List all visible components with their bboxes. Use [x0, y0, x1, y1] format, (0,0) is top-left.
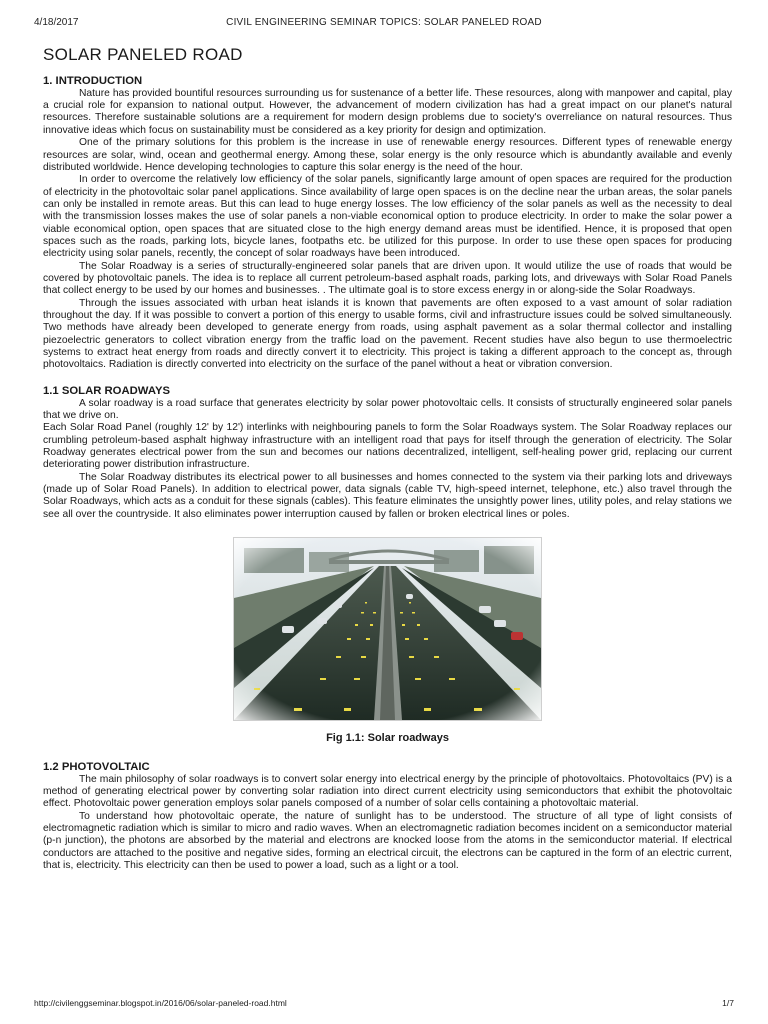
source-url[interactable]: http://civilenggseminar.blogspot.in/2016/06/solar-paneled-road.html: [34, 998, 287, 1008]
section-heading-solar-roadways: 1.1 SOLAR ROADWAYS: [43, 384, 171, 397]
print-date: 4/18/2017: [34, 17, 79, 28]
paragraph: Through the issues associated with urban heat islands it is known that pavements are often exposed to a vast amount of solar radiation throughout the day. If it was possible to convert a portion of this energy to usable forms, civil and infrastructure issues could be solved simultaneously. Two methods have already been developed to generate energy from roads, using asphalt pavement as a solar thermal collector and installing piezoelectric generators to collect vibration energy from the traffic load on the pavement. Recent studies have also begun to use thermoelectric systems to extract heat energy from roads and directly convert it to electricity. This project is taking a different approach to the concept as, through photovoltaics. Radiation is directly converted into electricity on the surface of the panel without a heat or vibration conversion.: [43, 297, 732, 371]
paragraph: Nature has provided bountiful resources surrounding us for sustenance of a better life. These resources, along with manpower and capital, play a crucial role for expansion to national output. However, the advancement of modern civilization has had a great impact on our planet's natural resources. Therefore sustainable solutions are a requirement for modern design problems due to society's overreliance on natural resources. Thus innovative ideas which focus on sustainability must be considered as a key priority for design and optimization.: [43, 87, 732, 136]
paragraph: A solar roadway is a road surface that generates electricity by solar power photovoltaic cells. It consists of structurally engineered solar panels that we drive on.: [43, 397, 732, 421]
page-header: [34, 16, 734, 30]
document-title: SOLAR PANELED ROAD: [43, 45, 243, 64]
print-page-title: CIVIL ENGINEERING SEMINAR TOPICS: SOLAR PANELED ROAD: [226, 17, 542, 28]
paragraph: To understand how photovoltaic operate, the nature of sunlight has to be understood. The structure of all type of light consists of electromagnetic radiation which is similar to micro and radio waves. When an electromagnetic radiation becomes incident on a semiconductor material (p-n junction), the photons are absorbed by the material and electrons are knocked loose from the atoms in the semiconductor material. If electrical conductors are attached to the positive and negative sides, forming an electrical circuit, the electrons can be captured in the form of an electric current, that is, electricity. This electricity can then be used to power a load, such as a light or a tool.: [43, 810, 732, 872]
figure-caption: Fig 1.1: Solar roadways: [326, 731, 449, 744]
paragraph: One of the primary solutions for this problem is the increase in use of renewable energy resources. Different types of renewable energy resources are solar, wind, ocean and geothermal energy. Among these, solar energy is the only resource which is abundantly available and evenly distributed worldwide. Hence developing technologies to capture this solar energy is the need of the hour.: [43, 137, 732, 173]
page-footer: [34, 996, 734, 1010]
section-heading-introduction: 1. INTRODUCTION: [43, 75, 143, 87]
paragraph: The Solar Roadway distributes its electrical power to all businesses and homes connected to the system via their parking lots and driveways (made up of Solar Road Panels). In addition to electrical power, data signals (cable TV, high-speed internet, telephone, etc.) also travel through the Solar Roadways, which acts as a conduit for these signals (cables). This feature eliminates the unsightly power lines, utility poles, and relay stations we see all over the countryside. It also eliminates power interruption caused by fallen or broken electrical lines or poles.: [43, 471, 732, 520]
document-body: [43, 45, 732, 872]
paragraph: The Solar Roadway is a series of structurally-engineered solar panels that are driven upon. It would utilize the use of roads that would be covered by photovoltaic panels. The idea is to replace all current petroleum-based asphalt roads, parking lots, and driveways with Solar Road Panels that collect energy to be used by our homes and businesses. . The ultimate goal is to store excess energy in or along-side the Solar Roadways.: [43, 260, 732, 297]
solar-roadway-photo: [233, 537, 542, 721]
paragraph: In order to overcome the relatively low efficiency of the solar panels, significantly large amount of open spaces are required for the production of electricity in the photovoltaic solar panel applications. Since availability of large open spaces is on the decline near the urban areas, the solar panels can only be installed in remote areas. But this can lead to huge energy losses. The low efficiency of the solar panels as well as the necessity to deal with the transmission losses makes the use of solar panels a non-viable economical option to produce electricity. In order to make the solar power a viable economical option, open spaces that are situated close to the high energy demand areas must be identified. Hence, it is proposed that open spaces such as the roads, parking lots, bicycle lanes, footpaths etc. be utilized for this purpose. In order to use these open spaces for producing electricity using solar panels, recently, the concept of solar roadways have been introduced.: [43, 174, 732, 260]
paragraph: Each Solar Road Panel (roughly 12' by 12') interlinks with neighbouring panels to form the Solar Roadways system. The Solar Roadway replaces our crumbling petroleum-based asphalt highway infrastructure with an intelligent road that pays for itself through the generation of electricity. The Solar Roadway generates electrical power from the sun and becomes our nations decentralized, intelligent, self-healing power grid, replacing our current deteriorating power distribution infrastructure.: [43, 422, 732, 471]
page-number: 1/7: [722, 998, 734, 1008]
paragraph: The main philosophy of solar roadways is to convert solar energy into electrical energy by the principle of photovoltaics. Photovoltaics (PV) is a method of generating electrical power by converting solar radiation into direct current electricity using semiconductors that exhibit the photovoltaic effect. Photovoltaic power generation employs solar panels composed of a number of solar cells containing a photovoltaic material.: [43, 773, 732, 810]
section-heading-photovoltaic: 1.2 PHOTOVOLTAIC: [43, 760, 150, 773]
